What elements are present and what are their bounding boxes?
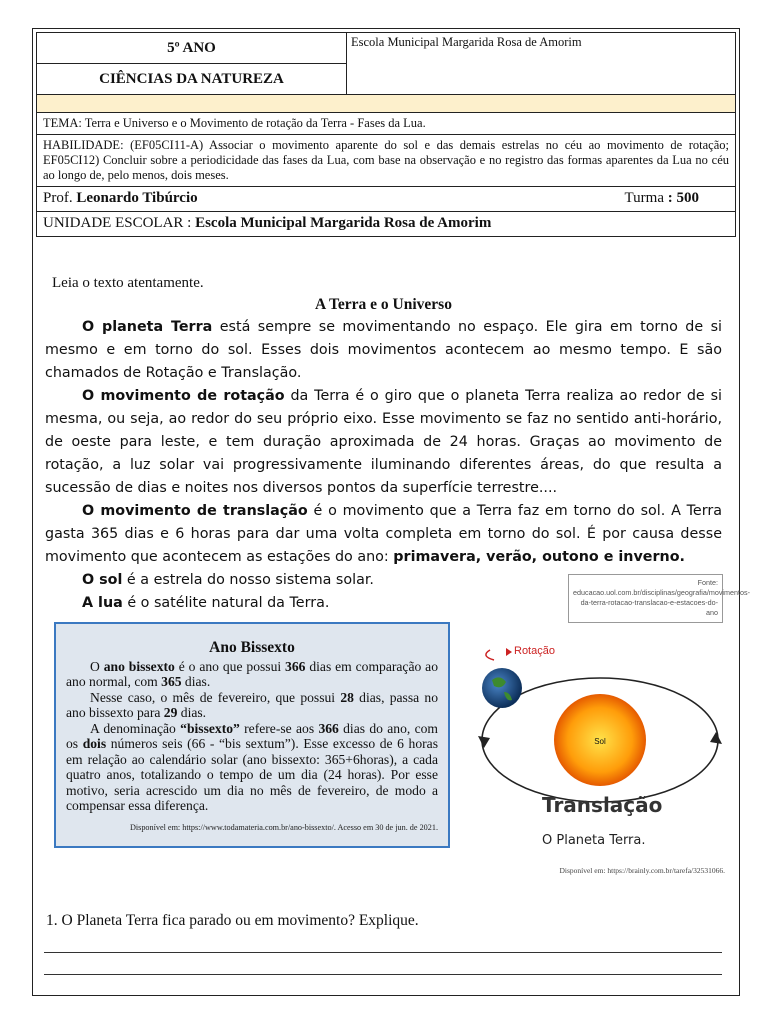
paragraph-2 <box>45 385 722 500</box>
box-paragraph-2: Nesse caso, o mês de fevereiro, que possui 28 dias, passa no ano bissexto para 29 dias. <box>66 689 438 720</box>
p4-bold: O sol <box>82 572 123 588</box>
answer-line-2[interactable] <box>44 974 722 975</box>
teacher-name: Leonardo Tibúrcio <box>76 190 198 206</box>
figure-caption: O Planeta Terra. <box>542 833 646 848</box>
rotation-arrow-icon <box>506 648 512 656</box>
main-text <box>45 272 722 615</box>
figure-source: Disponível em: https://brainly.com.br/tarefa/32531066. <box>559 866 725 875</box>
p5-text: é o satélite natural da Terra. <box>122 595 330 611</box>
box-title: Ano Bissexto <box>209 639 295 656</box>
instruction: Leia o texto atentamente. <box>52 275 204 291</box>
habilidade-text: HABILIDADE: (EF05CI11-A) Associar o movimento aparente do sol e das demais estrelas no céu ao movimento de rotação; EF05CI12) Concluir sobre a periodicidade das fases da Lua, com base na observação e no registro das formas aparentes da Lua no céu ao longo de, pelo menos, dois meses. <box>37 135 735 187</box>
leap-year-box <box>54 622 450 848</box>
question-1: 1. O Planeta Terra fica parado ou em movimento? Explique. <box>46 912 419 929</box>
tema-text: TEMA: Terra e Universo e o Movimento de rotação da Terra - Fases da Lua. <box>37 113 735 135</box>
highlight-bar <box>37 95 735 113</box>
turma-label: Turma <box>624 190 668 206</box>
orbit-arrow-left <box>478 736 490 748</box>
orbit-arrow-right <box>710 732 722 744</box>
p1-bold: O planeta Terra <box>82 319 213 335</box>
box-paragraph-1: O ano bissexto é o ano que possui 366 dias em comparação ao ano normal, com 365 dias. <box>66 658 439 689</box>
source-box: Fonte: educacao.uol.com.br/disciplinas/geografia/movimentos-da-terra-rotacao-translacao-e-estacoes-do-ano <box>568 574 723 623</box>
school-unit-row <box>37 212 735 236</box>
p4-text: é a estrela do nosso sistema solar. <box>122 572 374 588</box>
turma-value: : 500 <box>667 190 699 206</box>
p5-bold: A lua <box>82 595 123 611</box>
p2-text: da Terra é o giro que o planeta Terra realiza ao redor de si mesma, ou seja, ao redor do seu próprio eixo. Esse movimento se faz no sentido anti-horário, de oeste para leste, e tem duração aproximada de 24 horas. Graças ao movimento de rotação, a luz solar vai progressivamente iluminando diferentes áreas, do que resulta a sucessão de dias e noites nos diversos pontos da superfície terrestre.... <box>45 388 722 496</box>
answer-line-1[interactable] <box>44 952 722 953</box>
box-source: Disponível em: https://www.todamateria.com.br/ano-bissexto/. Acesso em 30 de jun. de 2021. <box>129 822 438 832</box>
prof-label: Prof. <box>43 190 77 206</box>
p3-seasons: primavera, verão, outono e inverno. <box>393 549 685 565</box>
text-title: A Terra e o Universo <box>315 296 452 313</box>
earth-orbit-figure <box>470 632 730 854</box>
earth-icon <box>482 668 522 708</box>
p1-text: está sempre se movimentando no espaço. Ele gira em torno de si mesmo e em torno do sol. Esses dois movimentos acontecem ao mesmo tempo. E são chamados de Rotação e Translação. <box>45 319 723 381</box>
unit-name: Escola Municipal Margarida Rosa de Amorim <box>195 215 492 231</box>
p2-bold: O movimento de rotação <box>82 388 285 404</box>
sun-label: Sol <box>594 737 606 746</box>
p3-bold: O movimento de translação <box>82 503 308 519</box>
teacher-row <box>37 187 735 212</box>
subject-label: CIÊNCIAS DA NATUREZA <box>99 71 284 87</box>
school-name-top: Escola Municipal Margarida Rosa de Amorim <box>351 35 582 49</box>
paragraph-1 <box>45 316 722 385</box>
header-table <box>36 32 736 237</box>
unit-label: UNIDADE ESCOLAR : <box>43 215 196 231</box>
paragraph-3 <box>45 500 722 569</box>
p3-text: é o movimento que a Terra faz em torno do sol. A Terra gasta 365 dias e 6 horas para dar uma volta completa em torno do sol. É por causa desse movimento que acontecem as estações do ano: <box>45 503 722 565</box>
grade-label: 5º ANO <box>37 33 346 64</box>
translation-label: Translação <box>542 793 663 817</box>
box-paragraph-3: A denominação “bissexto” refere-se aos 366 dias do ano, com os dois números seis (66 - “bis sextum”). Esse excesso de 6 horas em relação ao calendário solar (ano bissexto: 365+6horas), a cada quatro anos, totalizando o tempo de um dia (24 horas). Por esse motivo, seria acrescido um dia no mês de fevereiro, de modo a compensar essa diferença. <box>66 720 438 813</box>
rotation-label: Rotação <box>514 645 555 657</box>
